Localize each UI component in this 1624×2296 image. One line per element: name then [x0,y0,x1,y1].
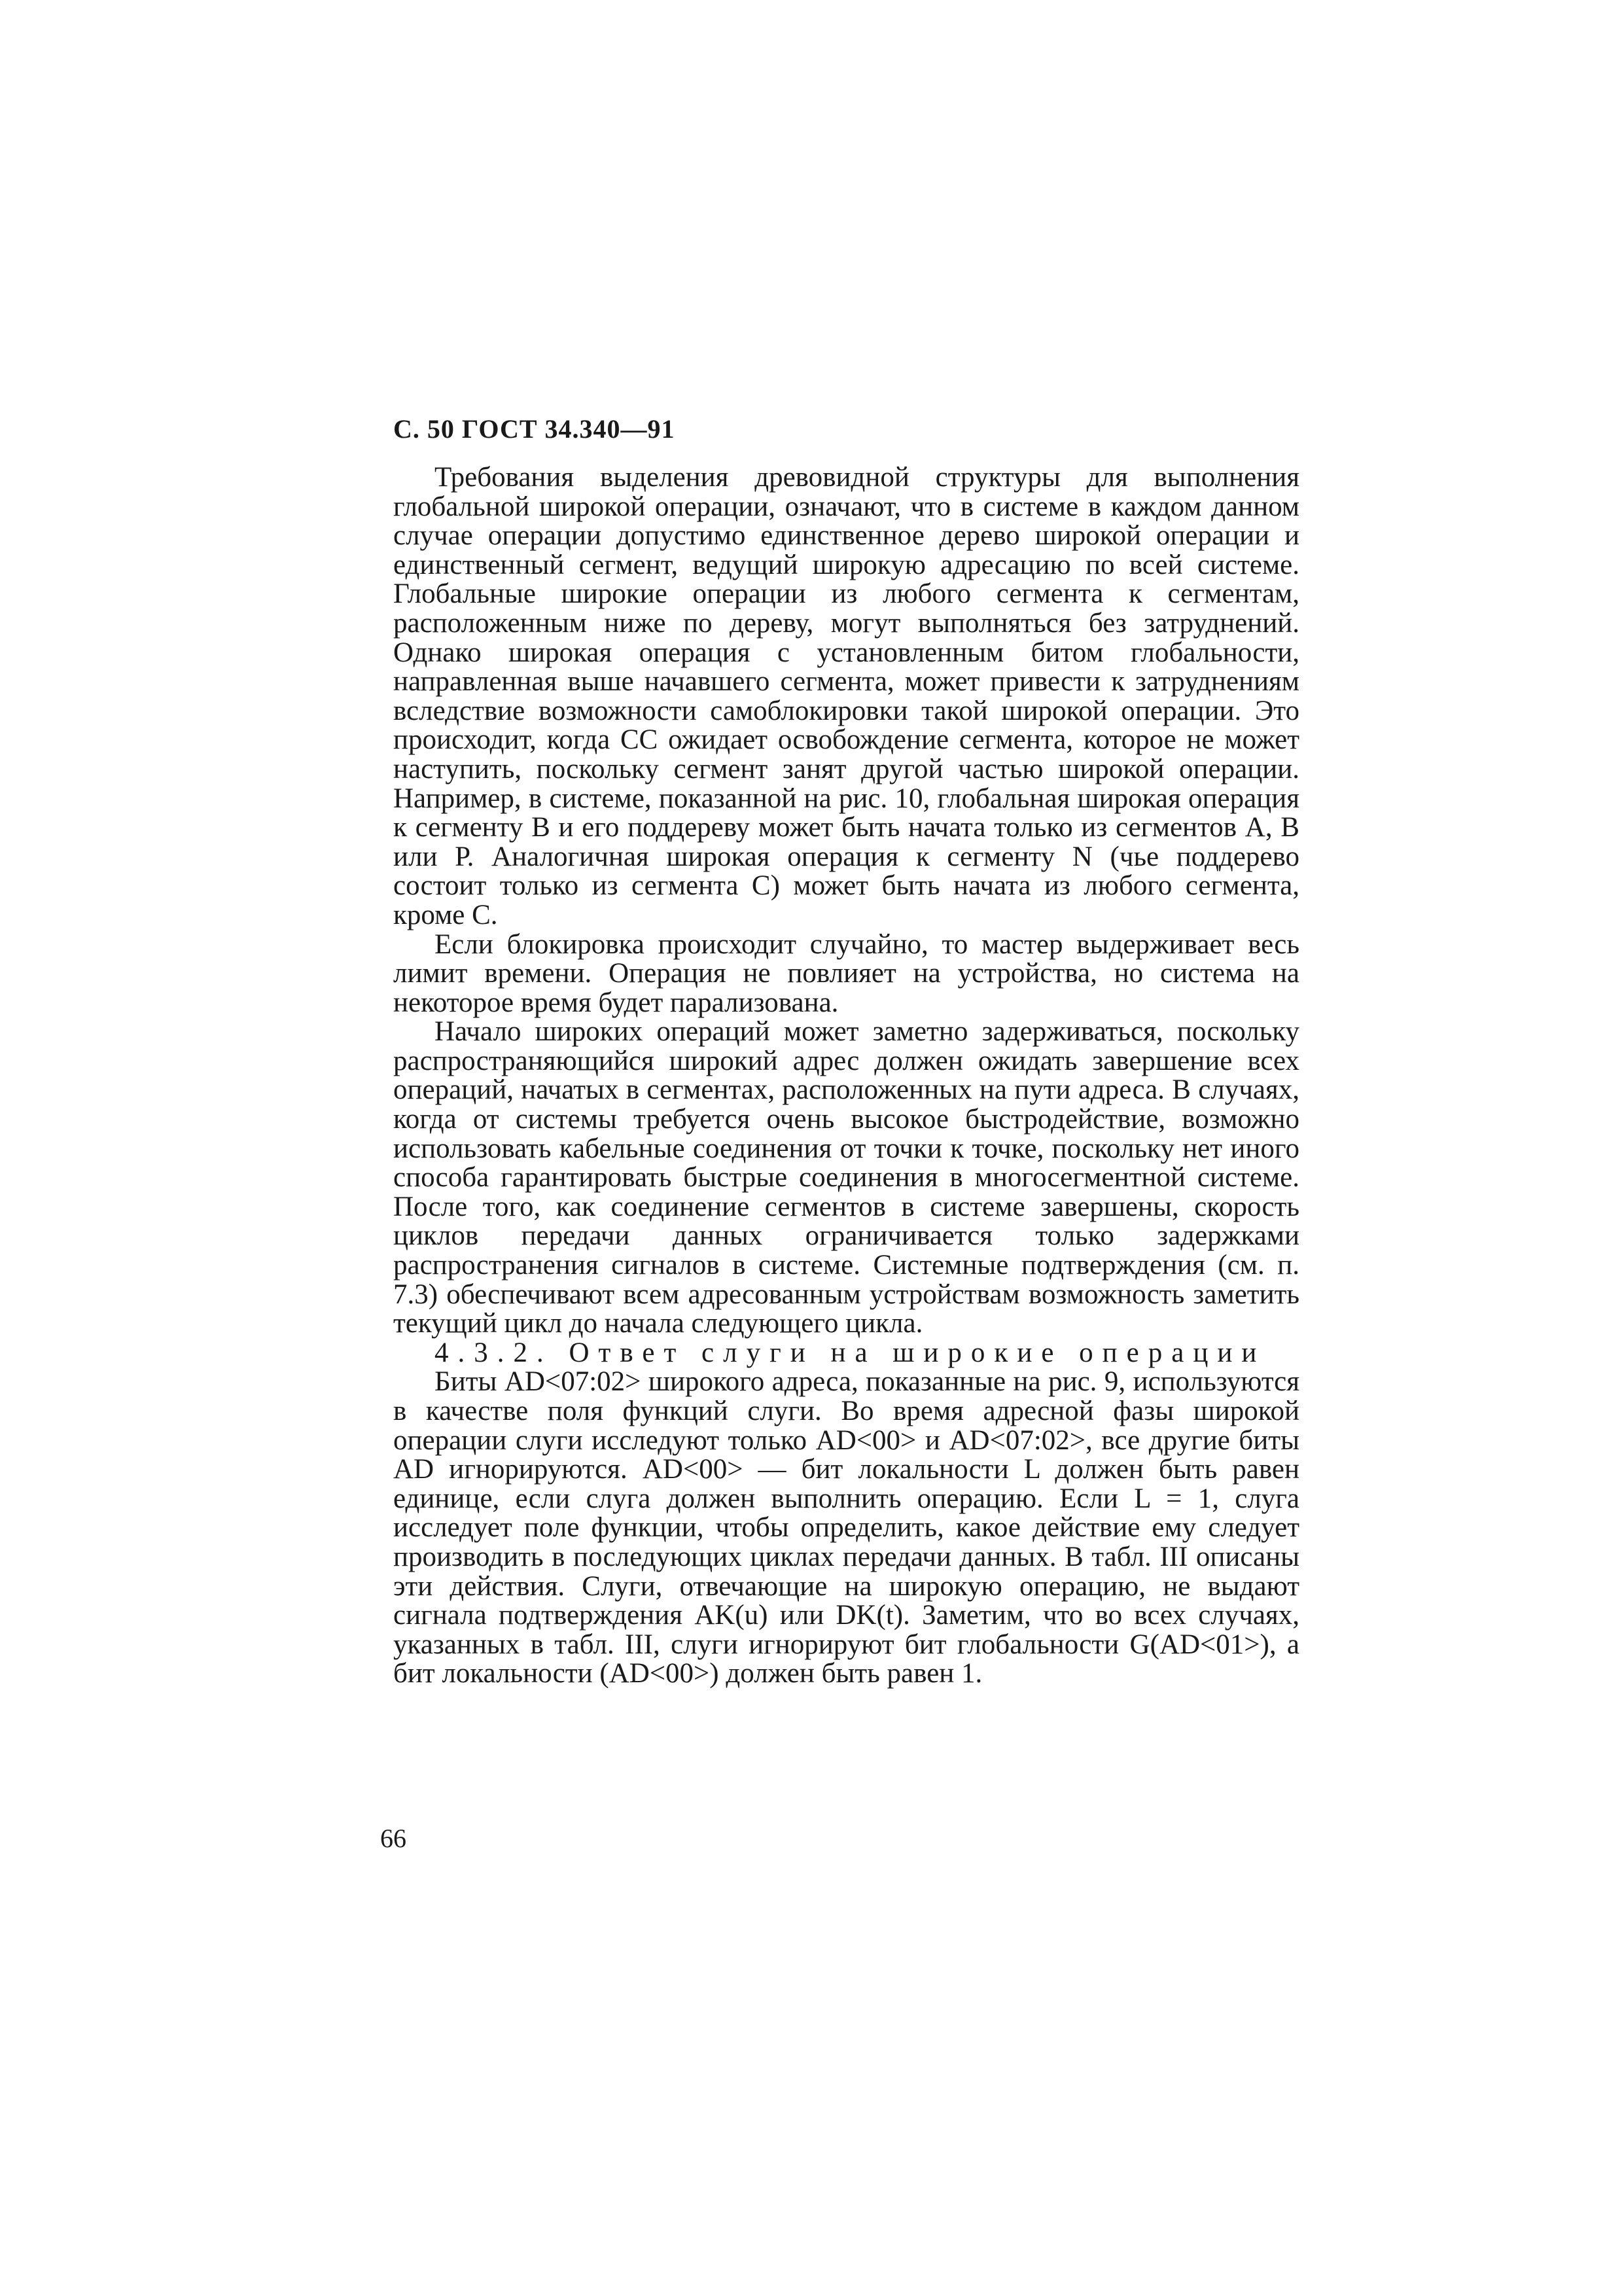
paragraph: Если блокировка происходит случайно, то мастер выдерживает весь лимит времени. Операция не повлияет на устройства, но система на некоторое время будет парализована. [393,928,1299,1018]
paragraph: Биты AD<07:02> широкого адреса, показанные на рис. 9, используются в качестве поля функций слуги. Во время адресной фазы широкой операции слуги исследуют только AD<00> и AD<07:02>, все другие биты AD игнорируются. AD<00> — бит локальности L должен быть равен единице, если слуга должен выполнить операцию. Если L = 1, слуга исследует поле функции, чтобы определить, какое действие ему следует производить в последующих циклах передачи данных. В табл. III описаны эти действия. Слуги, отвечающие на широкую операцию, не выдают сигнала подтверждения AK(u) или DK(t). Заметим, что во всех случаях, указанных в табл. III, слуги игнорируют бит глобальности G(AD<01>), а бит локальности (AD<00>) должен быть равен 1. [393,1366,1299,1689]
page-number: 66 [380,1824,406,1853]
section-heading: 4.3.2. Ответ слуги на широкие операции [434,1337,1266,1368]
running-header: С. 50 ГОСТ 34.340—91 [393,414,675,444]
paragraph: Начало широких операций может заметно задерживаться, поскольку распространяющийся широкий адрес должен ожидать завершение всех операций, начатых в сегментах, расположенных на пути адреса. В случаях, когда от системы требуется очень высокое быстродействие, возможно использовать кабельные соединения от точки к точке, поскольку нет иного способа гарантировать быстрые соединения в многосегментной системе. После того, как соединение сегментов в системе завершены, скорость циклов передачи данных ограничивается только задержками распространения сигналов в системе. Системные подтверждения (см. п. 7.3) обеспечивают всем адресованным устройствам возможность заметить текущий цикл до начала следующего цикла. [393,1016,1299,1339]
paragraph: Требования выделения древовидной структуры для выполнения глобальной широкой операции, означают, что в системе в каждом данном случае операции допустимо единственное дерево широкой операции и единственный сегмент, ведущий широкую адресацию по всей системе. Глобальные широкие операции из любого сегмента к сегментам, расположенным ниже по дереву, могут выполняться без затруднений. Однако широкая операция с установленным битом глобальности, направленная выше начавшего сегмента, может привести к затруднениям вследствие возможности самоблокировки такой широкой операции. Это происходит, когда СС ожидает освобождение сегмента, которое не может наступить, поскольку сегмент занят другой частью широкой операции. Например, в системе, показанной на рис. 10, глобальная широкая операция к сегменту В и его поддереву может быть начата только из сегментов А, В или Р. Аналогичная широкая операция к сегменту N (чье поддерево состоит только из сегмента С) может быть начата из любого сегмента, кроме С. [393,462,1299,930]
body-text [393,463,1299,1689]
